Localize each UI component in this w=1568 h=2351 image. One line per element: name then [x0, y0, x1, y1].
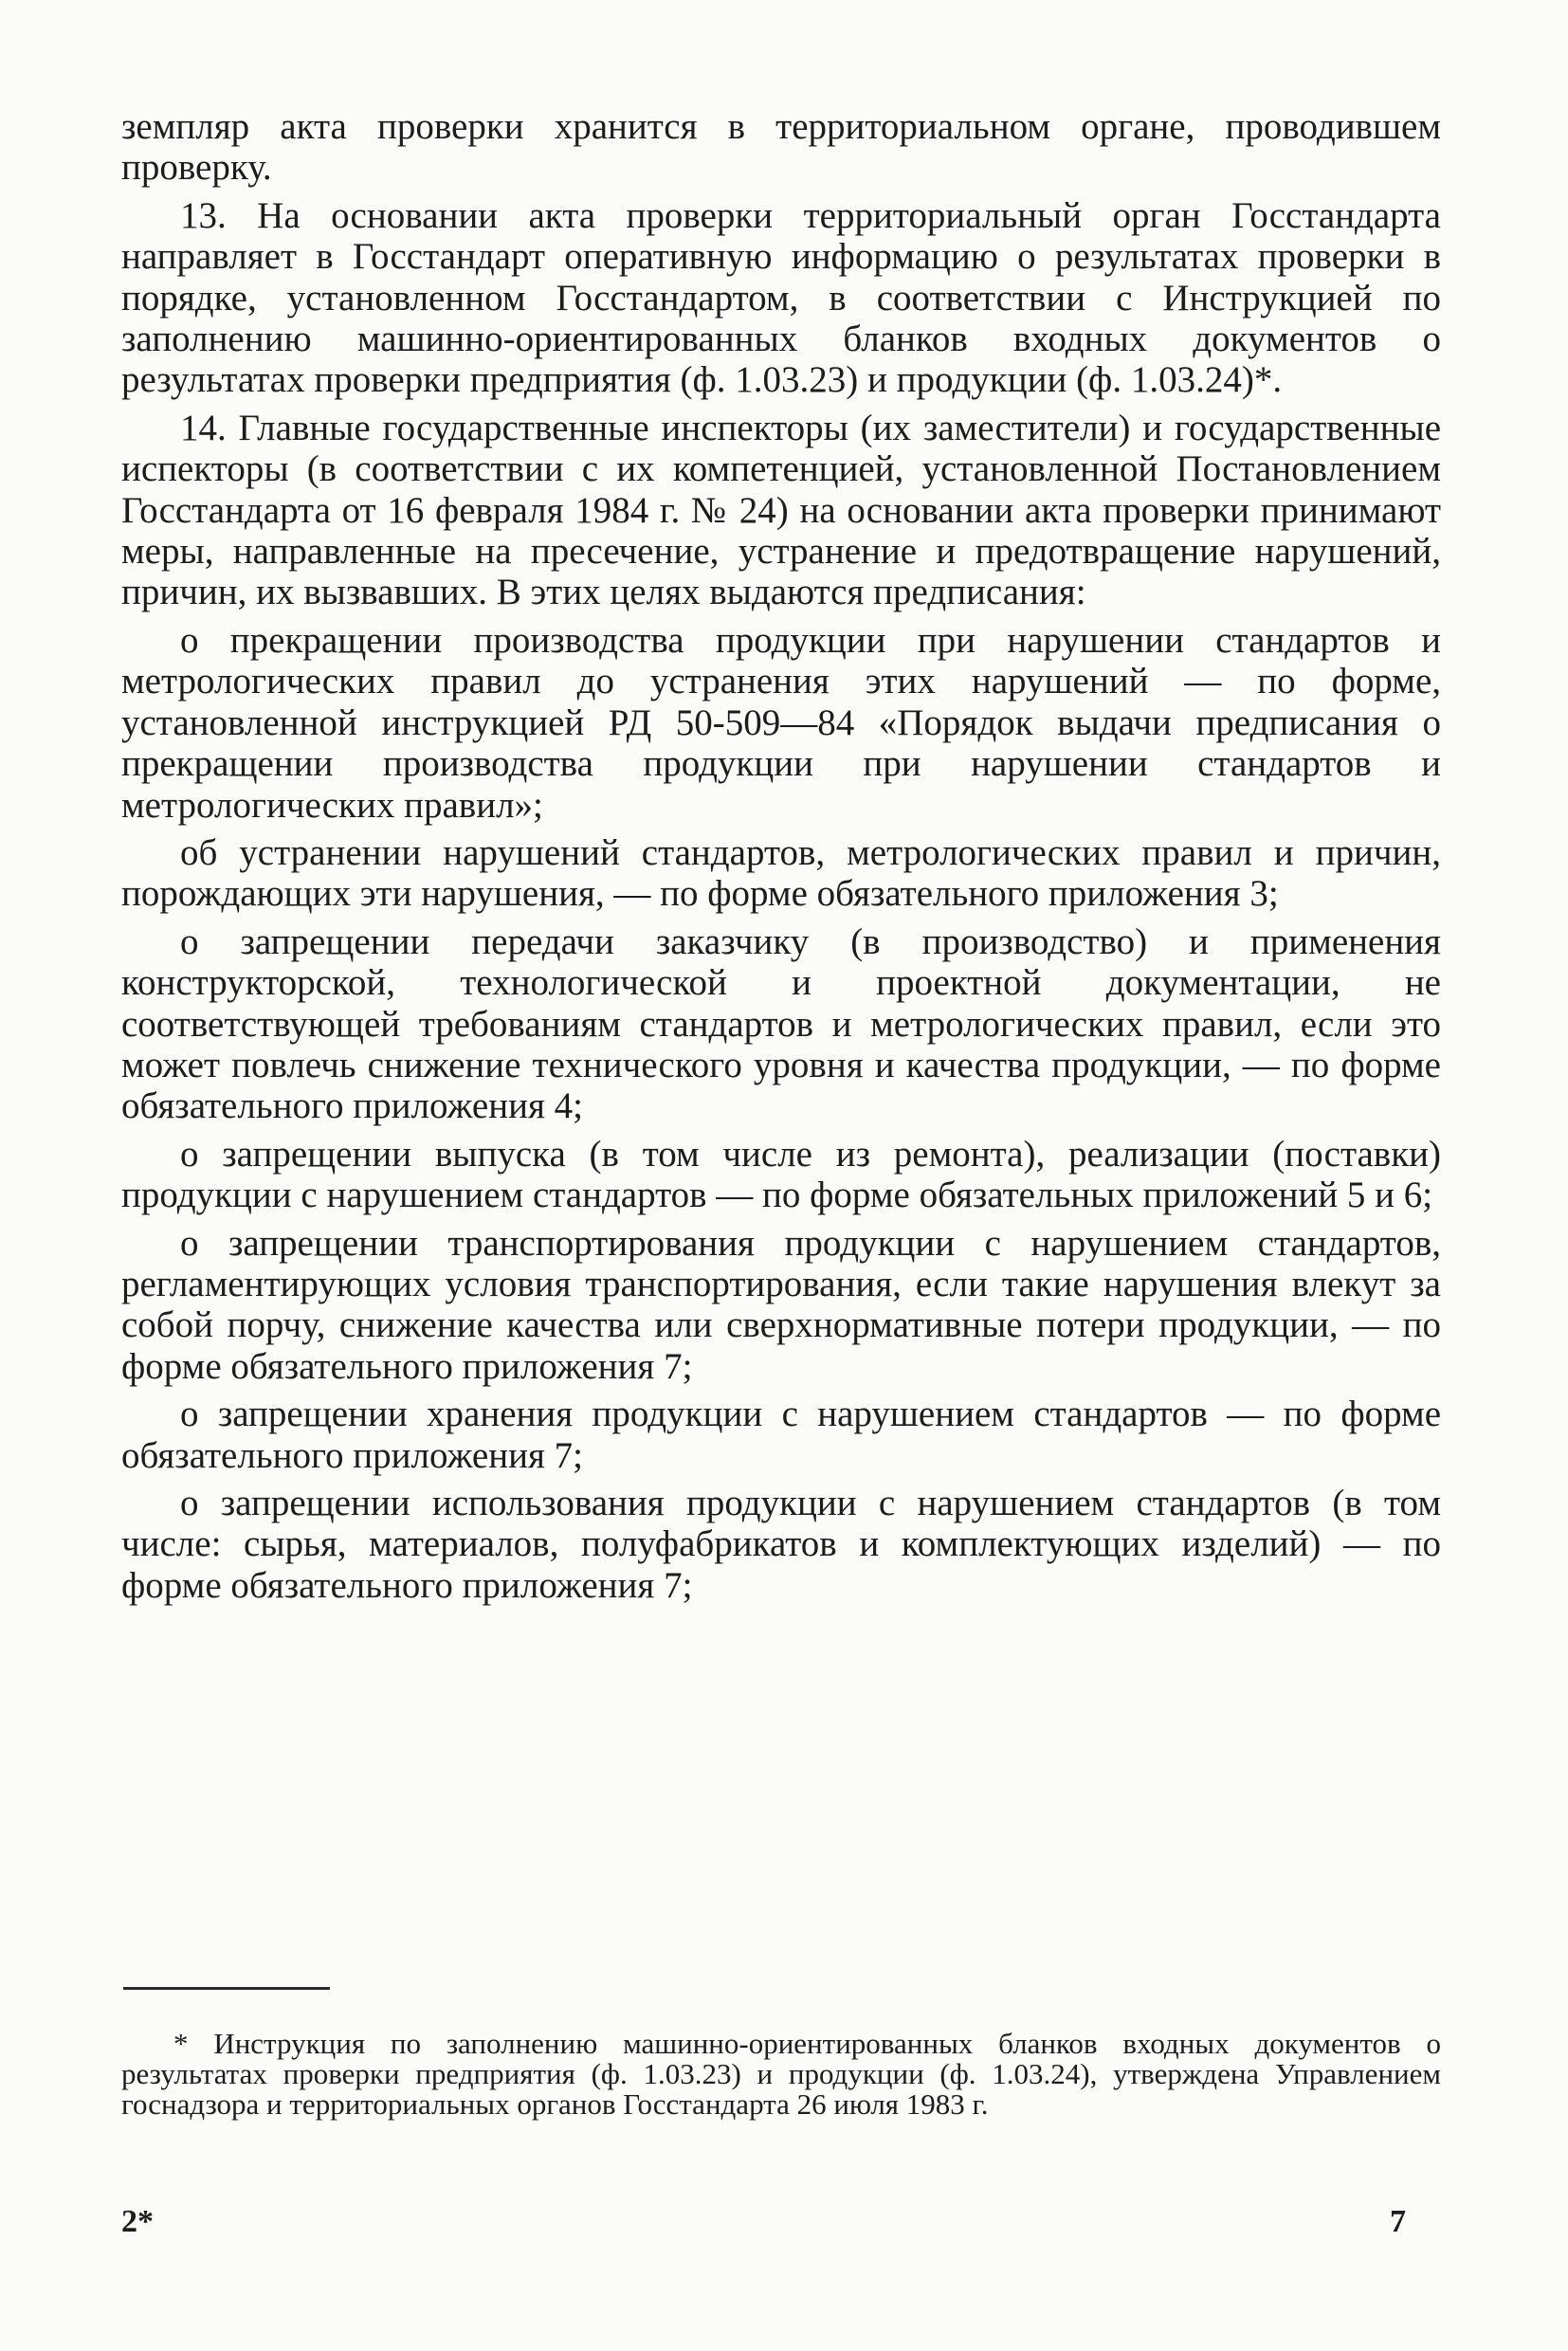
main-text [121, 106, 1441, 1613]
list-item-prescription-ban-documentation: о запрещении передачи заказчику (в производство) и применения конструкторской, технологической и проектной документации, не соответствующей требованиям стандартов и метрологических правил, если это может повлечь снижение технического уровня и качества продукции, — по форме обязательного приложения 4; [121, 920, 1441, 1127]
list-item-prescription-stop-production: о прекращении производства продукции при нарушении стандартов и метрологических правил до устранения этих нарушений — по форме, установленной инструкцией РД 50-509—84 «Порядок выдачи предписания о прекращении производства продукции при нарушении стандартов и метрологических правил»; [121, 619, 1441, 826]
footnote: * Инструкция по заполнению машинно-ориентированных бланков входных документов о результатах проверки предприятия (ф. 1.03.23) и продукции (ф. 1.03.24), утверждена Управлением госнадзора и территориальных органов Госстандарта 26 июля 1983 г. [121, 2027, 1441, 2121]
footnote-divider [123, 1987, 330, 1990]
paragraph-continuation: земпляр акта проверки хранится в территориальном органе, проводившем проверку. [121, 106, 1441, 189]
signature-mark: 2* [121, 2204, 154, 2239]
page-number: 7 [1390, 2204, 1406, 2239]
paragraph-14: 14. Главные государственные инспекторы (их заместители) и государственные испекторы (в соответствии с их компетенцией, установленной Постановлением Госстандарта от 16 февраля 1984 г. № 24) на основании акта проверки принимают меры, направленные на пресечение, устранение и предотвращение нарушений, причин, их вызвавших. В этих целях выдаются предписания: [121, 407, 1441, 613]
list-item-prescription-eliminate-violations: об устранении нарушений стандартов, метрологических правил и причин, порождающих эти нарушения, — по форме обязательного приложения 3; [121, 831, 1441, 915]
paragraph-13: 13. На основании акта проверки территориальный орган Госстандарта направляет в Госстандарт оперативную информацию о результатах проверки в порядке, установленном Госстандартом, в соответствии с Инструкцией по заполнению машинно-ориентированных бланков входных документов о результатах проверки предприятия (ф. 1.03.23) и продукции (ф. 1.03.24)*. [121, 194, 1441, 401]
list-item-prescription-ban-usage: о запрещении использования продукции с нарушением стандартов (в том числе: сырья, материалов, полуфабрикатов и комплектующих изделий) — по форме обязательного приложения 7; [121, 1483, 1441, 1606]
list-item-prescription-ban-release: о запрещении выпуска (в том числе из ремонта), реализации (поставки) продукции с нарушением стандартов — по форме обязательных приложений 5 и 6; [121, 1133, 1441, 1216]
list-item-prescription-ban-storage: о запрещении хранения продукции с нарушением стандартов — по форме обязательного приложения 7; [121, 1394, 1441, 1476]
list-item-prescription-ban-transport: о запрещении транспортирования продукции с нарушением стандартов, регламентирующих условия транспортирования, если такие нарушения влекут за собой порчу, снижение качества или сверхнормативные потери продукции, — по форме обязательного приложения 7; [121, 1222, 1441, 1387]
